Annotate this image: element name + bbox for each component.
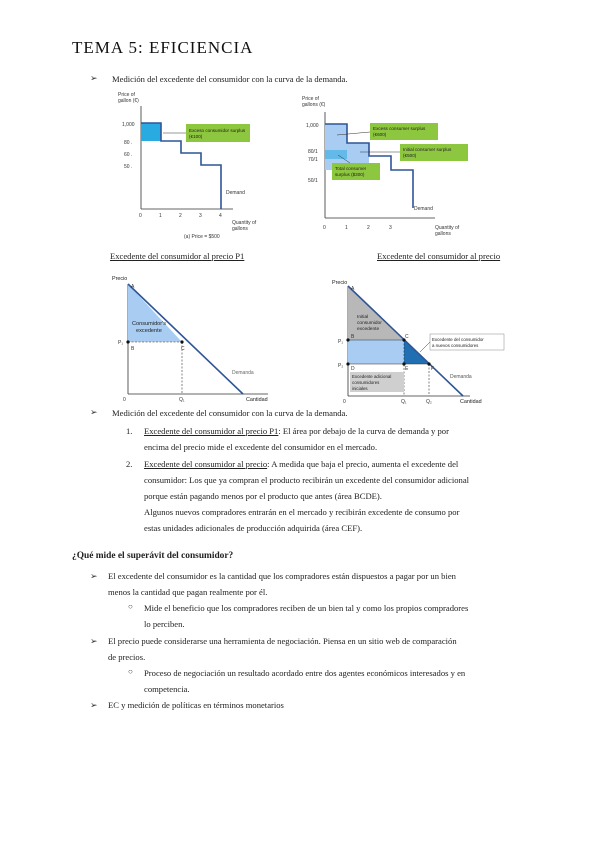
arrow-bullet-icon: ➢ <box>90 407 98 417</box>
fig-d-initial-label-3: excedente <box>357 327 380 332</box>
fig-c-q1: Q₁ <box>179 397 185 403</box>
arrow-bullet-icon: ➢ <box>90 636 98 646</box>
fig-b-y-title-2: gallons (€) <box>302 102 326 108</box>
fig-d-initial-label-1: Initial <box>357 315 369 320</box>
fig-d-label-p1: P₁ <box>338 339 344 345</box>
arrow-bullet-icon: ➢ <box>90 700 98 710</box>
fig-d-added-label-2: consumidores <box>352 380 380 385</box>
fig-a-label-box-1: Exceso consumidor surplus <box>189 128 246 133</box>
fig-b-box-3-line2: surplus ($300) <box>335 172 365 177</box>
fig-b-box-2-line2: (€500) <box>403 153 417 158</box>
s2-b2-line2: de precios. <box>108 652 146 662</box>
fig-d-extra-label-2: a nuevos consumidores <box>432 343 479 348</box>
fig-c-point-b <box>126 340 129 343</box>
fig-a-surplus-area <box>141 123 161 141</box>
arrow-bullet-icon: ➢ <box>90 571 98 581</box>
fig-a-y-tick-1: 1,000 <box>122 122 135 128</box>
fig-a-label-box <box>186 124 250 142</box>
fig-a-x-tick-0: 0 <box>139 213 142 219</box>
s2-b2-line1: El precio puede considerarse una herramienta de negociación. Piensa en un sitio web de comparación <box>108 636 457 646</box>
fig-a-subtitle: (a) Price = $500 <box>184 234 220 240</box>
fig-b-y-tick-3: 70/1 <box>308 157 318 163</box>
intro-bullet: Medición del excedente del consumidor con la curva de la demanda. <box>112 74 348 84</box>
figure-d-price-drop-surplus <box>330 272 520 408</box>
fig-d-label-p2: P₂ <box>338 363 344 369</box>
fig-a-x-tick-4: 4 <box>219 213 222 219</box>
item2-line2: consumidor: Los que ya compran el producto recibirán un excedente del consumidor adicional <box>144 475 470 485</box>
fig-d-demand-label: Demanda <box>450 374 472 380</box>
fig-d-point-d <box>346 362 349 365</box>
fig-c-label-c: C <box>181 346 185 352</box>
fig-b-x-title-2: gallons <box>435 231 451 237</box>
s2-b3: EC y medición de políticas en términos monetarios <box>108 700 284 710</box>
fig-b-box-2-line1: Initial consumer surplus <box>403 147 452 152</box>
caption-right: Excedente del consumidor al precio <box>377 251 501 261</box>
fig-d-y-label: Precio <box>332 280 348 286</box>
figure-b-stepped-demand <box>290 90 480 245</box>
fig-a-label-box-2: (€100) <box>189 134 203 139</box>
fig-a-y-tick-4: 50 . <box>124 164 133 170</box>
fig-c-label-b: B <box>131 346 135 352</box>
fig-d-point-b <box>346 338 349 341</box>
fig-c-x-label: Cantidad <box>246 397 268 403</box>
item2-line5: estas unidades adicionales de producción adquirida (área CEF). <box>144 523 363 533</box>
fig-a-x-title-1: Quantity of <box>232 220 257 226</box>
fig-b-overlap-area <box>325 150 347 159</box>
fig-b-box-3-line1: Total consumer <box>335 166 367 171</box>
fig-a-y-title-2: gallon (€) <box>118 98 139 104</box>
fig-a-x-tick-1: 1 <box>159 213 162 219</box>
fig-b-y-tick-1: 1,000 <box>306 123 319 129</box>
fig-b-x-tick-1: 1 <box>345 225 348 231</box>
item1-rest: : El área por debajo de la curva de demanda y por <box>278 426 449 436</box>
item2-title: Excedente del consumidor al precio <box>144 459 268 469</box>
item2-line3: porque están pagando menos por el producto que antes (área BCDE). <box>144 491 382 501</box>
item1-title: Excedente del consumidor al precio P1 <box>144 426 279 436</box>
arrow-bullet-icon: ➢ <box>90 73 98 83</box>
item2-rest: : A medida que baja el precio, aumenta el excedente del <box>267 459 459 469</box>
caption-left: Excedente del consumidor al precio P1 <box>110 251 245 261</box>
fig-b-x-tick-0: 0 <box>323 225 326 231</box>
fig-d-added-label-3: iniciales <box>352 386 368 391</box>
fig-d-extra-pointer <box>420 342 430 352</box>
fig-a-y-title-1: Price of <box>118 92 135 98</box>
item2-number: 2. <box>126 459 133 469</box>
fig-b-box-1-line1: Excess consumer surplus <box>373 126 426 131</box>
fig-d-origin: 0 <box>343 399 346 405</box>
fig-d-label-a: A <box>351 286 355 292</box>
fig-b-demand-label: Demand <box>414 206 433 212</box>
fig-a-x-tick-3: 3 <box>199 213 202 219</box>
section2-heading: ¿Qué mide el superávit del consumidor? <box>72 551 234 561</box>
fig-c-y-label: Precio <box>112 276 128 282</box>
figure-a-stepped-demand <box>108 86 268 244</box>
fig-d-x-label: Cantidad <box>460 399 482 405</box>
fig-c-origin: 0 <box>123 397 126 403</box>
circle-bullet-icon: ○ <box>128 667 133 676</box>
fig-a-demand-label: Demand <box>226 190 245 196</box>
fig-b-y-title-1: Price of <box>302 96 319 102</box>
fig-d-added-label-1: Excedente adicional <box>352 374 392 379</box>
fig-d-label-d: D <box>351 366 355 372</box>
item1-line2: encima del precio mide el excedente del consumidor en el mercado. <box>144 442 378 452</box>
fig-a-y-tick-2: 80 . <box>124 140 133 146</box>
fig-d-added-area <box>348 340 404 364</box>
figure-c-consumer-surplus <box>108 268 283 408</box>
fig-d-label-c: C <box>405 334 409 340</box>
fig-d-q1: Q₁ <box>401 399 407 405</box>
fig-b-y-tick-2: 80/1 <box>308 149 318 155</box>
fig-d-initial-label-2: consumidor <box>357 321 382 326</box>
fig-d-extra-label-1: Excedente del consumidor <box>432 337 484 342</box>
s2-b2-sub-line2: competencia. <box>144 684 190 694</box>
fig-d-label-e: E <box>405 366 409 372</box>
section1-bullet: Medición del excedente del consumidor con la curva de la demanda. <box>112 408 348 418</box>
s2-b1-line2: menos la cantidad que pagan realmente por él. <box>108 587 268 597</box>
fig-c-label-a: A <box>131 284 135 290</box>
fig-a-x-title-2: gallons <box>232 226 248 232</box>
fig-c-surplus-label-1: Consumidor's <box>132 321 167 327</box>
fig-c-demand-label: Demanda <box>232 370 254 376</box>
fig-a-x-tick-2: 2 <box>179 213 182 219</box>
fig-b-y-tick-4: 50/1 <box>308 178 318 184</box>
fig-c-point-c <box>180 340 183 343</box>
s2-b1-sub-line1: Mide el beneficio que los compradores reciben de un bien tal y como los propios compradores <box>144 603 469 613</box>
fig-b-x-title-1: Quantity of <box>435 225 460 231</box>
fig-c-label-p1: P₁ <box>118 340 124 346</box>
fig-b-box-1-line2: (€600) <box>373 132 387 137</box>
fig-a-y-tick-3: 60 . <box>124 152 133 158</box>
s2-b1-sub-line2: lo perciben. <box>144 619 185 629</box>
item1-number: 1. <box>126 426 133 436</box>
s2-b2-sub-line1: Proceso de negociación un resultado acordado entre dos agentes económicos interesados y en <box>144 668 466 678</box>
fig-d-label-b: B <box>351 334 355 340</box>
s2-b1-line1: El excedente del consumidor es la cantidad que los compradores están dispuestos a pagar por un bien <box>108 571 456 581</box>
fig-d-q2: Q₂ <box>426 399 432 405</box>
fig-b-x-tick-2: 2 <box>367 225 370 231</box>
circle-bullet-icon: ○ <box>128 602 133 611</box>
item2-line4: Algunos nuevos compradores entrarán en el mercado y recibirán excedente de consumo por <box>144 507 460 517</box>
fig-c-surplus-label-2: excedente <box>136 328 162 334</box>
page-title: TEMA 5: EFICIENCIA <box>72 38 254 57</box>
fig-d-label-f: F <box>431 366 435 372</box>
fig-b-x-tick-3: 3 <box>389 225 392 231</box>
